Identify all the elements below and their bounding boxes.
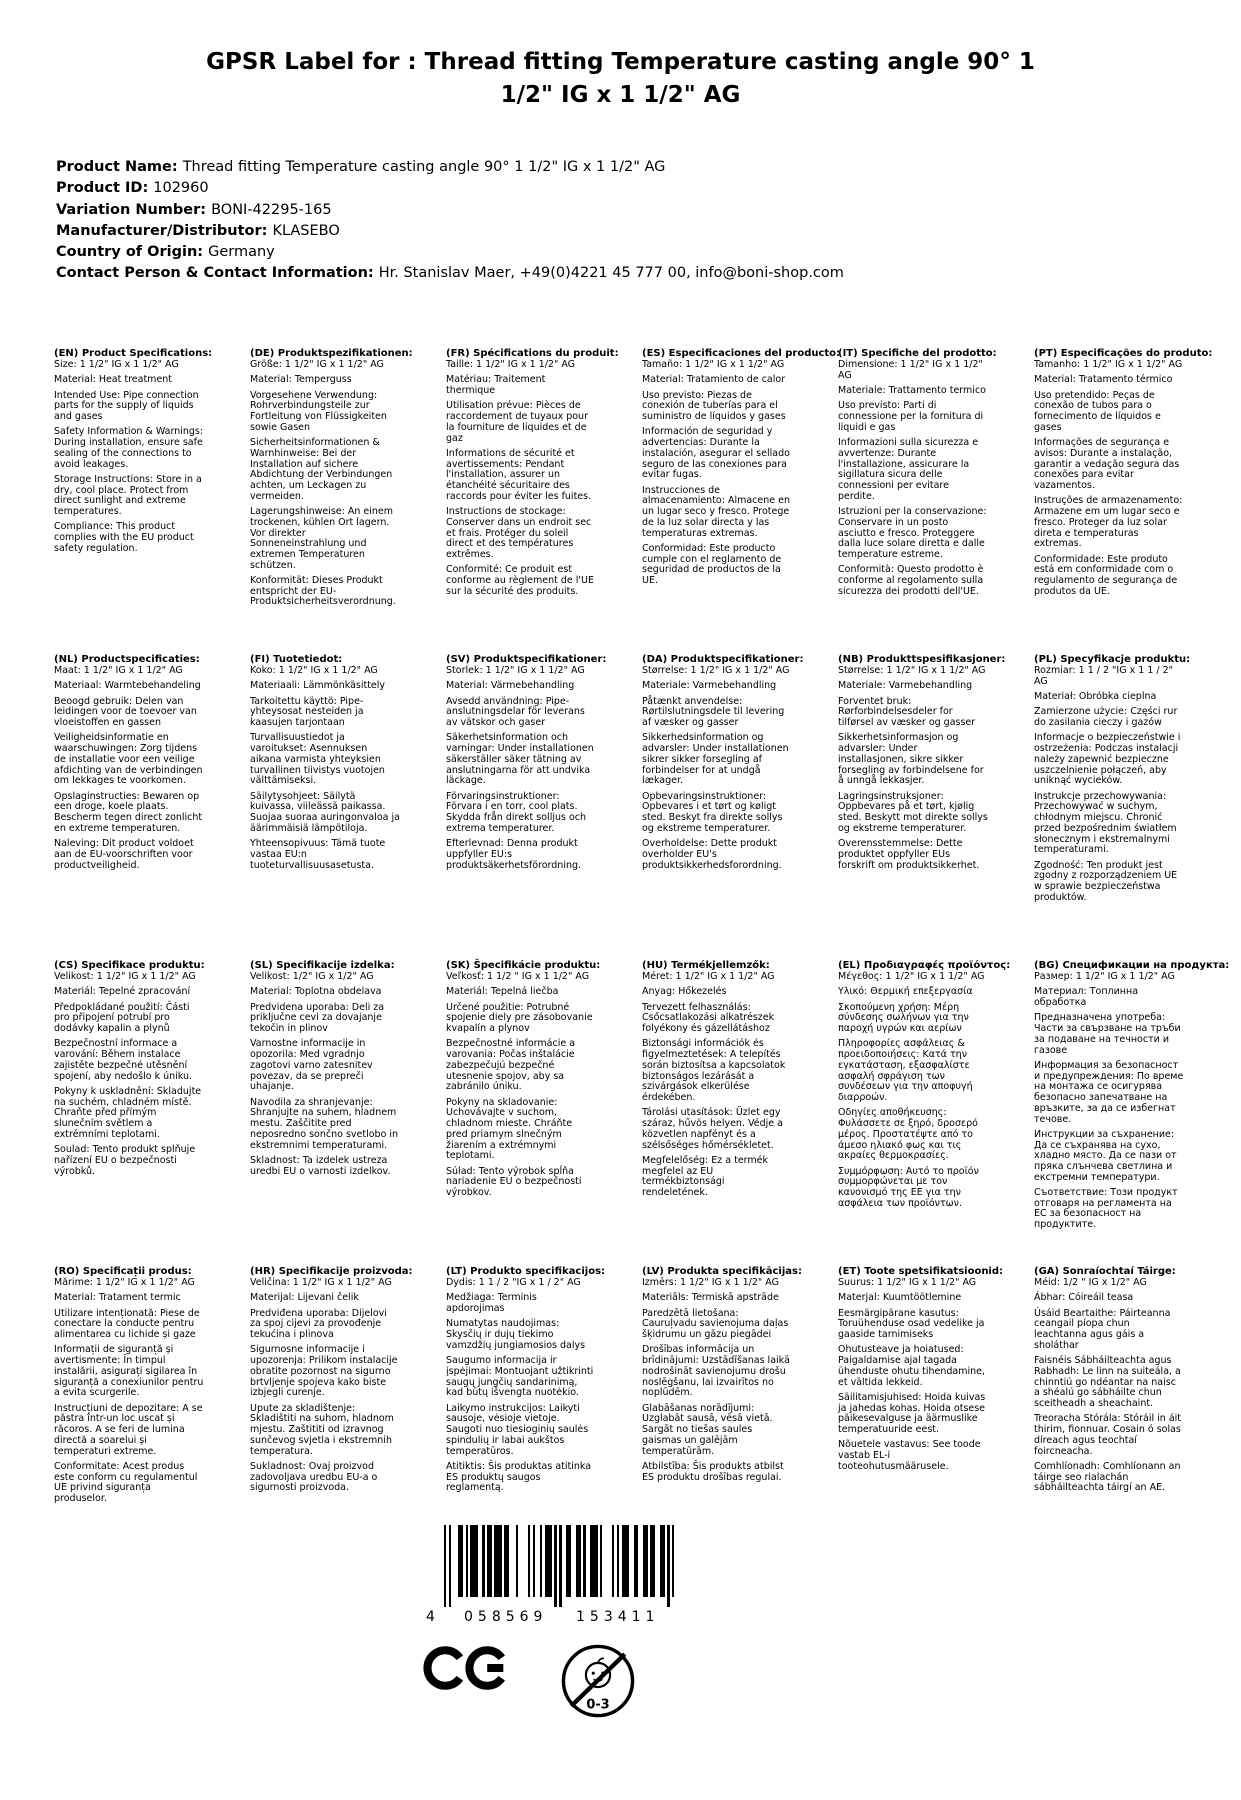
lang-section-fr	[446, 348, 642, 654]
spec-line: Konformität: Dieses Produkt entspricht der EU-Produktsicherheitsverordnung.	[250, 574, 396, 608]
barcode-bar	[499, 1525, 501, 1597]
spec-line: Materjal: Kuumtöötlemine	[838, 1292, 962, 1304]
lang-section-de	[250, 348, 446, 654]
product-id-row	[56, 178, 1241, 199]
spec-line: Upute za skladištenje: Skladištiti na suhom, hladnom mjestu. Zaštititi od izravnog sunčevog svjetla i ekstremnih temperatura.	[250, 1402, 394, 1457]
spec-line: Tervezett felhasználás: Csőcsatlakozási alkatrészek folyékony és gázellátáshoz	[642, 1001, 775, 1035]
spec-line: Soulad: Tento produkt splňuje nařízení EU o bezpečnosti výrobků.	[54, 1144, 196, 1177]
lang-body	[642, 666, 826, 871]
spec-line: Opslaginstructies: Bewaren op een droge, koele plaats. Bescherm tegen direct zonlicht en extreme temperaturen.	[54, 790, 203, 834]
ce-mark-icon	[420, 1643, 506, 1693]
spec-line: Größe: 1 1/2" IG x 1 1/2" AG	[250, 359, 384, 371]
spec-line: Veličina: 1 1/2" IG x 1 1/2" AG	[250, 1277, 392, 1289]
spec-line: Utilisation prévue: Pièces de raccordement de tuyaux pour la fourniture de liquides et de gaz	[446, 400, 588, 444]
lang-body	[446, 666, 630, 871]
spec-line: Materiale: Varmebehandling	[838, 680, 973, 692]
spec-line: Påtænkt anvendelse: Rørtilslutningsdele til levering af væsker og gasser	[642, 695, 785, 729]
spec-line: Μέγεθος: 1 1/2" IG x 1 1/2" AG	[838, 971, 985, 983]
barcode-bar	[461, 1525, 463, 1597]
spec-line: Pokyny na skladovanie: Uchovávajte v suchom, chladnom mieste. Chráňte pred priamym slnečným žiarením a extrémnymi teplotami.	[446, 1096, 573, 1162]
spec-line: Uso previsto: Piezas de conexión de tuberías para el suministro de líquidos y gases	[642, 389, 786, 423]
spec-line: Předpokládané použití: Části pro připojení potrubí pro dodávky kapalin a plynů	[54, 1001, 190, 1035]
spec-line: Zgodność: Ten produkt jest zgodny z rozporządzeniem UE w sprawie bezpieczeństwa produktów.	[1034, 859, 1178, 903]
spec-line: Uso previsto: Parti di connessione per la fornitura di liquidi e gas	[838, 400, 984, 433]
lang-body	[642, 360, 826, 586]
spec-line: Forventet bruk: Rørforbindelsesdeler for tilførsel av væsker og gasser	[838, 695, 976, 729]
spec-line: Storage Instructions: Store in a dry, cool place. Protect from direct sunlight and extreme temperatures.	[54, 473, 202, 518]
spec-line: Paredzētā lietošana: Cauruļvadu savienojuma daļas šķidrumu un gāzu piegādei	[642, 1307, 789, 1341]
spec-line: Compliance: This product complies with the EU product safety regulation.	[54, 521, 194, 554]
lang-heading: (HR) Specifikacije proizvoda:	[250, 1266, 413, 1278]
spec-line: Taille: 1 1/2" IG x 1 1/2" AG	[446, 359, 576, 371]
barcode-bar	[550, 1525, 552, 1597]
spec-line: Tarkoitettu käyttö: Pipe-yhteysosat nesteiden ja kaasujen tarjontaan	[250, 695, 364, 729]
spec-line: Material: Temperguss	[250, 374, 352, 386]
spec-line: Overholdelse: Dette produkt overholder EU's produktsikkerhedsforordning.	[642, 838, 782, 871]
spec-line: Materiāls: Termiskā apstrāde	[642, 1292, 779, 1304]
lang-heading: (SV) Produktspecifikationer:	[446, 654, 607, 666]
spec-line: Mărime: 1 1/2" IG x 1 1/2" AG	[54, 1277, 195, 1289]
lang-body	[1034, 360, 1218, 597]
spec-line: Treoracha Stórála: Stóráil in áit thirim, fionnuar. Cosain ó solas díreach agus teochtaí foircneacha.	[1034, 1413, 1182, 1457]
spec-line: Conformitate: Acest produs este conform cu regulamentul UE privind siguranța produselor.	[54, 1460, 198, 1504]
spec-line: Predvidena uporaba: Deli za priključne cevi za dovajanje tekočin in plinov	[250, 1001, 385, 1035]
spec-line: Materiale: Varmebehandling	[642, 680, 777, 692]
spec-line: Material: Tratamiento de calor	[642, 374, 786, 386]
barcode-bar	[646, 1525, 648, 1597]
spec-line: Pokyny k uskladnění: Skladujte na suchém, chladném místě. Chraňte před přímým slunečním světlem a extrémními teplotami.	[54, 1085, 202, 1140]
barcode-bar	[554, 1525, 556, 1607]
lang-section-fi	[250, 654, 446, 960]
spec-line: Biztonsági információk és figyelmeztetések: A telepítés során biztosítsa a kapcsolatok biztonságos lezárását a szivárgások elkerülése érdekében.	[642, 1038, 786, 1104]
spec-line: Instruções de armazenamento: Armazene em um lugar seco e fresco. Proteger da luz solar direta e temperaturas extremas.	[1034, 495, 1183, 550]
spec-line: Conformità: Questo prodotto è conforme al regolamento sulla sicurezza dei prodotti dell'UE.	[838, 564, 984, 597]
spec-line: Beoogd gebruik: Delen van leidingen voor de toevoer van vloeistoffen en gassen	[54, 695, 197, 729]
country-of-origin-label: Country of Origin:	[56, 243, 204, 260]
spec-line: Comhlíonadh: Comhlíonann an táirge seo rialachán sábháilteachta táirgí an AE.	[1034, 1460, 1181, 1494]
spec-line: Lagerungshinweise: An einem trockenen, kühlen Ort lagern. Vor direkter Sonneneinstrahlung und extremen Temperaturen schützen.	[250, 506, 394, 571]
lang-section-it	[838, 348, 1034, 654]
spec-line: Tárolási utasítások: Üzlet egy száraz, hűvös helyen. Védje a közvetlen napfényt és a szélsőséges hőmérsékletet.	[642, 1107, 783, 1151]
barcode-bar	[583, 1525, 585, 1597]
lang-heading: (LT) Produkto specifikacijos:	[446, 1266, 606, 1278]
spec-line: Sikkerhetsinformasjon og advarsler: Under installasjonen, sikre sikker forsegling av forbindelsene for å unngå lekkasjer.	[838, 732, 984, 787]
spec-line: Bezpečnostné informácie a varovania: Počas inštalácie zabezpečujú bezpečné utesnenie spojov, aby sa zabránilo úniku.	[446, 1038, 576, 1093]
spec-line: Bezpečnostní informace a varování: Během instalace zajistěte bezpečné utěsnění spojení, aby nedošlo k úniku.	[54, 1038, 193, 1082]
barcode-bar	[466, 1525, 468, 1597]
spec-line: Atbilstība: Šis produkts atbilst ES produktu drošības regulai.	[642, 1460, 784, 1483]
variation-number-value: BONI-42295-165	[211, 201, 332, 218]
spec-line: Varnostne informacije in opozorila: Med vgradnjo zagotovi varno zatesnitev povezav, da se prepreči uhajanje.	[250, 1038, 373, 1093]
spec-line: Glabāšanas norādījumi: Uzglabāt sausā, vēsā vietā. Sargāt no tiešas saules gaismas un galējām temperatūrām.	[642, 1402, 773, 1457]
spec-line: Intended Use: Pipe connection parts for the supply of liquids and gases	[54, 389, 199, 423]
barcode-bar	[559, 1525, 561, 1607]
lang-heading: (DA) Produktspecifikationer:	[642, 654, 804, 666]
spec-line: Förvaringsinstruktioner: Förvara i en torr, cool plats. Skydda från direkt solljus och extrema temperaturer.	[446, 790, 587, 834]
spec-line: Eesmärgipärane kasutus: Toruühenduse osad vedelike ja gaaside tarnimiseks	[838, 1307, 985, 1341]
barcode-bar	[617, 1525, 619, 1597]
spec-line: Storlek: 1 1/2" IG x 1 1/2" AG	[446, 665, 585, 677]
lang-heading: (ES) Especificaciones del producto:	[642, 348, 841, 360]
spec-line: Instructions de stockage: Conserver dans un endroit sec et frais. Protéger du soleil direct et des températures extrêmes.	[446, 506, 592, 560]
lang-body	[250, 972, 434, 1177]
lang-heading: (RO) Specificații produs:	[54, 1266, 192, 1278]
footer-marks	[420, 1643, 1241, 1719]
spec-line: Informații de siguranță și avertismente: În timpul instalării, asigurați sigilarea în siguranță a conexiunilor pentru a evita scurgerile.	[54, 1344, 204, 1399]
spec-line: Overensstemmelse: Dette produktet oppfyller EUs forskrift om produktsikkerhet.	[838, 838, 980, 871]
manufacturer-value: KLASEBO	[272, 222, 340, 239]
spec-line: Instrukcje przechowywania: Przechowywać w suchym, chłodnym miejscu. Chronić przed bezpośrednim światłem słonecznym i ekstremalnymi temperaturami.	[1034, 790, 1177, 856]
spec-line: Material: Toplotna obdelava	[250, 986, 382, 998]
spec-line: Informazioni sulla sicurezza e avvertenze: Durante l'installazione, assicurare la sigillatura sicura delle connessioni per evitare perdite.	[838, 437, 979, 502]
manufacturer-label: Manufacturer/Distributor:	[56, 222, 268, 239]
lang-body	[1034, 972, 1218, 1231]
spec-line: Koko: 1 1/2" IG x 1 1/2" AG	[250, 665, 378, 677]
barcode-digits-left: 058569	[464, 1608, 548, 1625]
lang-body	[642, 972, 826, 1198]
manufacturer-row	[56, 221, 1241, 242]
spec-line: Medžiaga: Terminis apdorojimas	[446, 1292, 537, 1315]
lang-body	[1034, 1278, 1218, 1494]
spec-line: Suurus: 1 1/2" IG x 1 1/2" AG	[838, 1277, 977, 1289]
spec-line: Materiál: Tepelná liečba	[446, 986, 559, 998]
spec-line: Dydis: 1 1 / 2 "IG x 1 / 2" AG	[446, 1277, 581, 1289]
barcode-bar	[653, 1525, 655, 1597]
spec-line: Material: Heat treatment	[54, 374, 173, 386]
language-grid	[54, 348, 1241, 1504]
barcode-bar	[636, 1525, 638, 1597]
spec-line: Инструкции за съхранение: Да се съхранява на сухо, хладно място. Да се пази от пряка слънчева светлина и екстремни температури.	[1034, 1128, 1177, 1183]
spec-line: Určené použitie: Potrubné spojenie diely pre zásobovanie kvapalín a plynov	[446, 1001, 593, 1035]
spec-line: Predviđena uporaba: Dijelovi za spoj cijevi za provođenje tekućina i plinova	[250, 1307, 387, 1341]
spec-line: Materijal: Lijevani čelik	[250, 1292, 359, 1304]
spec-line: Οδηγίες αποθήκευσης: Φυλάσσετε σε ξηρό, δροσερό μέρος. Προστατέψτε από το άμεσο ηλιακό φως και τις ακραίες θερμοκρασίες.	[838, 1107, 978, 1162]
spec-line: Materiale: Trattamento termico	[838, 385, 986, 397]
lang-section-sv	[446, 654, 642, 960]
lang-heading: (PL) Specyfikacje produktu:	[1034, 654, 1191, 666]
lang-body	[642, 1278, 826, 1483]
spec-line: Conformité: Ce produit est conforme au règlement de l'UE sur la sécurité des produits.	[446, 564, 594, 597]
barcode-bar	[667, 1525, 669, 1607]
barcode-bar	[578, 1525, 580, 1597]
barcode-bar	[662, 1525, 664, 1597]
product-info	[56, 157, 1241, 284]
barcode-bar	[600, 1525, 602, 1597]
spec-line: Zamierzone użycie: Części rur do zasilania cieczy i gazów	[1034, 706, 1178, 729]
barcode-bar	[595, 1525, 597, 1597]
lang-heading: (SK) Špecifikácie produktu:	[446, 960, 601, 972]
spec-line: Material: Tratament termic	[54, 1292, 181, 1304]
lang-section-el	[838, 960, 1034, 1266]
spec-line: Размер: 1 1/2" IG x 1 1/2" AG	[1034, 971, 1175, 983]
barcode-digits-right: 153411	[576, 1608, 660, 1625]
spec-line: Sikkerhedsinformation og advarsler: Under installationen sikrer sikker forsegling af forbindelser for at undgå lækager.	[642, 732, 789, 787]
spec-line: Velikost: 1/2" IG x 1/2" AG	[250, 971, 374, 983]
spec-line: Информация за безопасност и предупреждения: По време на монтажа се осигурява безопасно запечатване на връзките, за да се избегнат течове.	[1034, 1059, 1184, 1125]
product-name-label: Product Name:	[56, 159, 178, 176]
lang-heading: (HU) Termékjellemzők:	[642, 960, 770, 972]
spec-line: Velikost: 1 1/2" IG x 1 1/2" AG	[54, 971, 196, 983]
barcode-bar	[533, 1525, 535, 1597]
age-label: 0-3	[586, 1697, 610, 1713]
spec-line: Материал: Топлинна обработка	[1034, 986, 1139, 1009]
lang-body	[838, 360, 1022, 597]
lang-heading: (DE) Produktspezifikationen:	[250, 348, 413, 360]
lang-body	[54, 666, 238, 871]
lang-section-bg	[1034, 960, 1230, 1266]
spec-line: Méid: 1/2 " IG x 1/2" AG	[1034, 1277, 1147, 1289]
lang-body	[54, 1278, 238, 1504]
barcode-bar	[540, 1525, 542, 1597]
spec-line: Yhteensopivuus: Tämä tuote vastaa EU:n tuoteturvallisuusasetusta.	[250, 838, 386, 871]
lang-section-pl	[1034, 654, 1230, 960]
spec-line: Ohutusteave ja hoiatused: Paigaldamise ajal tagada ühenduste ohutu tihendamine, et vältida lekkeid.	[838, 1344, 985, 1388]
spec-line: Numatytas naudojimas: Skysčių ir dujų tiekimo vamzdžių jungiamosios dalys	[446, 1318, 586, 1351]
lang-body	[446, 1278, 630, 1494]
spec-line: Uso pretendido: Peças de conexão de tubos para o fornecimento de líquidos e gases	[1034, 389, 1161, 433]
lang-body	[54, 360, 238, 554]
country-of-origin-row	[56, 242, 1241, 263]
barcode-bar	[506, 1525, 508, 1597]
lang-section-ro	[54, 1266, 250, 1504]
spec-line: Sicherheitsinformationen & Warnhinweise: Bei der Installation auf sichere Abdichtung der Verbindungen achten, um Leckagen zu vermeiden.	[250, 437, 393, 502]
product-name-value: Thread fitting Temperature casting angle 90° 1 1/2" IG x 1 1/2" AG	[182, 159, 666, 176]
lang-body	[838, 972, 1022, 1209]
barcode-digit-prefix: 4	[426, 1608, 435, 1625]
lang-heading: (ET) Toote spetsifikatsioonid:	[838, 1266, 1004, 1278]
spec-line: Materiaali: Lämmönkäsittely	[250, 680, 386, 692]
lang-body	[250, 1278, 434, 1494]
spec-line: Πληροφορίες ασφάλειας & προειδοποιήσεις: Κατά την εγκατάσταση, εξασφαλίστε ασφαλή σφράγιση των συνδέσεων για την αποφυγή διαρροών.	[838, 1038, 973, 1104]
spec-line: Méret: 1 1/2" IG x 1 1/2" AG	[642, 971, 775, 983]
spec-line: Съответствие: Този продукт отговаря на регламента на ЕС за безопасност на продуктите.	[1034, 1186, 1178, 1231]
lang-body	[1034, 666, 1218, 903]
barcode-bar	[490, 1525, 492, 1597]
spec-line: Materiał: Obróbka cieplna	[1034, 691, 1157, 703]
spec-line: Informações de segurança e avisos: Durante a instalação, garantir a vedação segura das conexões para evitar vazamentos.	[1034, 437, 1180, 492]
spec-line: Informacje o bezpieczeństwie i ostrzeżenia: Podczas instalacji należy zapewnić bezpieczne uszczelnienie połączeń, aby uniknąć wycieków.	[1034, 732, 1181, 787]
spec-line: Izmērs: 1 1/2" IG x 1 1/2" AG	[642, 1277, 779, 1289]
barcode-bar	[672, 1525, 674, 1597]
spec-line: Faisnéis Sábháilteachta agus Rabhadh: Le linn na suiteála, a chinntiú go ndéantar na naisc a shéalú go sábháilte chun sceitheadh a sheachaint.	[1034, 1355, 1181, 1410]
spec-line: Tamaño: 1 1/2" IG x 1 1/2" AG	[642, 359, 785, 371]
lang-section-sl	[250, 960, 446, 1266]
lang-heading: (FR) Spécifications du produit:	[446, 348, 619, 360]
lang-section-lt	[446, 1266, 642, 1504]
lang-body	[838, 666, 1022, 871]
spec-line: Megfelelőség: Ez a termék megfelel az EU termékbiztonsági rendeletének.	[642, 1154, 769, 1198]
lang-section-hu	[642, 960, 838, 1266]
lang-body	[446, 360, 630, 597]
barcode-bar	[475, 1525, 477, 1597]
contact-row	[56, 263, 1241, 284]
spec-line: Υλικό: Θερμική επεξεργασία	[838, 986, 973, 998]
spec-line: Veiligheidsinformatie en waarschuwingen: Zorg tijdens de installatie voor een veilige afdichting van de verbindingen om lekkages te voorkomen.	[54, 732, 203, 787]
lang-heading: (GA) Sonraíochtaí Táirge:	[1034, 1266, 1176, 1278]
spec-line: Drošības informācija un brīdinājumi: Uzstādīšanas laikā nodrošināt savienojumu drošu noslēgšanu, lai izvairītos no noplūdēm.	[642, 1344, 790, 1399]
spec-line: Conformidade: Este produto está em conformidade com o regulamento de segurança de produtos da UE.	[1034, 553, 1178, 597]
spec-line: Opbevaringsinstruktioner: Opbevares i et tørt og køligt sted. Beskyt fra direkte sollys og ekstreme temperaturer.	[642, 790, 783, 834]
lang-section-ga	[1034, 1266, 1230, 1504]
spec-line: Säkerhetsinformation och varningar: Under installationen säkerställer säker tätning av anslutningarna för att undvika läckage.	[446, 732, 594, 787]
spec-line: Anyag: Hőkezelés	[642, 986, 727, 998]
lang-heading: (NB) Produkttspesifikasjoner:	[838, 654, 1006, 666]
barcode-bar	[444, 1525, 446, 1607]
spec-line: Material: Värmebehandling	[446, 680, 575, 692]
barcode-bar	[569, 1525, 571, 1597]
lang-section-sk	[446, 960, 642, 1266]
barcode-digits	[426, 1608, 672, 1627]
spec-line: Instrucțiuni de depozitare: A se păstra într-un loc uscat și răcoros. A se feri de lumina directă a soarelui și temperaturi extreme.	[54, 1402, 203, 1457]
lang-section-pt	[1034, 348, 1230, 654]
barcode-bar	[516, 1525, 518, 1597]
contact-value: Hr. Stanislav Maer, +49(0)4221 45 777 00, info@boni-shop.com	[378, 265, 844, 282]
product-id-label: Product ID:	[56, 180, 149, 197]
barcode-bar	[528, 1525, 530, 1597]
spec-line: Súlad: Tento výrobok spĺňa nariadenie EÚ o bezpečnosti výrobkov.	[446, 1165, 582, 1198]
spec-line: Tamanho: 1 1/2" IG x 1 1/2" AG	[1034, 359, 1183, 371]
product-id-value: 102960	[153, 180, 209, 197]
spec-line: Dimensione: 1 1/2" IG x 1 1/2" AG	[838, 359, 983, 381]
product-name-row	[56, 157, 1241, 178]
spec-line: Συμμόρφωση: Αυτό το προϊόν συμμορφώνεται με τον κανονισμό της ΕΕ για την ασφάλεια των προϊόντων.	[838, 1165, 979, 1209]
spec-line: Предназначена употреба: Части за свързване на тръби за подаване на течности и газове	[1034, 1012, 1181, 1056]
page-title: GPSR Label for : Thread fitting Temperature casting angle 90° 1 1/2" IG x 1 1/2" AG	[206, 49, 1035, 108]
spec-line: Vorgesehene Verwendung: Rohrverbindungsteile zur Fortleitung von Flüssigkeiten sowie Gasen	[250, 389, 387, 433]
lang-heading: (SL) Specifikacije izdelka:	[250, 960, 395, 972]
spec-line: Material: Tratamento térmico	[1034, 374, 1173, 386]
lang-section-hr	[250, 1266, 446, 1504]
spec-line: Efterlevnad: Denna produkt uppfyller EU:s produktsäkerhetsförordning.	[446, 838, 582, 871]
lang-heading: (FI) Tuotetiedot:	[250, 654, 343, 666]
lang-heading: (EN) Product Specifications:	[54, 348, 213, 360]
spec-line: Informations de sécurité et avertissements: Pendant l'installation, assurer un étanchéité sécuritaire des raccords pour éviter les fuites.	[446, 447, 592, 502]
spec-line: Atitiktis: Šis produktas atitinka ES produktų saugos reglamentą.	[446, 1460, 592, 1494]
lang-section-nb	[838, 654, 1034, 960]
spec-line: Conformidad: Este producto cumple con el reglamento de seguridad de productos de la UE.	[642, 542, 782, 586]
contact-label: Contact Person & Contact Information:	[56, 265, 374, 282]
barcode-bar	[449, 1525, 451, 1607]
variation-number-row	[56, 200, 1241, 221]
lang-body	[446, 972, 630, 1198]
variation-number-label: Variation Number:	[56, 201, 207, 218]
barcode-bars	[444, 1525, 672, 1607]
lang-heading: (PT) Especificações do produto:	[1034, 348, 1213, 360]
lang-section-en	[54, 348, 250, 654]
barcode-bar	[482, 1525, 484, 1597]
lang-heading: (CS) Specifikace produktu:	[54, 960, 205, 972]
lang-section-da	[642, 654, 838, 960]
gpsr-label-page	[0, 46, 1241, 1719]
spec-line: Naleving: Dit product voldoet aan de EU-voorschriften voor productveiligheid.	[54, 838, 194, 871]
barcode-bar	[626, 1525, 628, 1597]
spec-line: Størrelse: 1 1/2" IG x 1 1/2" AG	[838, 665, 986, 677]
lang-section-et	[838, 1266, 1034, 1504]
lang-section-es	[642, 348, 841, 654]
spec-line: Matériau: Traitement thermique	[446, 374, 546, 397]
spec-line: Materiál: Tepelné zpracování	[54, 986, 191, 998]
country-of-origin-value: Germany	[208, 243, 275, 260]
spec-line: Veľkosť: 1 1/2 " IG x 1 1/2" AG	[446, 971, 590, 983]
spec-line: Turvallisuustiedot ja varoitukset: Asennuksen aikana varmista yhteyksien turvallinen tiivistys vuotojen välttämiseksi.	[250, 732, 385, 787]
lang-section-nl	[54, 654, 250, 960]
spec-line: Säilytysohjeet: Säilytä kuivassa, viileässä paikassa. Suojaa suoraa auringonvaloa ja äärimmäisiä lämpötiloja.	[250, 790, 400, 834]
spec-line: Lagringsinstruksjoner: Oppbevares på et tørt, kjølig sted. Beskytt mot direkte sollys og ekstreme temperaturer.	[838, 790, 988, 834]
spec-line: Nõuetele vastavus: See toode vastab EL-i tooteohutusmäärusele.	[838, 1439, 981, 1472]
spec-line: Sukladnost: Ovaj proizvod zadovoljava uredbu EU-a o sigurnosti proizvoda.	[250, 1460, 378, 1494]
lang-heading: (BG) Спецификации на продукта:	[1034, 960, 1230, 972]
spec-line: Maat: 1 1/2" IG x 1 1/2" AG	[54, 665, 183, 677]
lang-body	[250, 666, 434, 871]
age-warning-icon	[560, 1643, 636, 1719]
spec-line: Ábhar: Cóireáil teasa	[1034, 1292, 1134, 1304]
spec-line: Avsedd användning: Pipe-anslutningsdelar för leverans av vätskor och gaser	[446, 695, 585, 729]
spec-line: Istruzioni per la conservazione: Conservare in un posto asciutto e fresco. Proteggere dalla luce solare diretta e dalle temperature estreme.	[838, 506, 987, 560]
lang-heading: (NL) Productspecificaties:	[54, 654, 200, 666]
spec-line: Materiaal: Warmtebehandeling	[54, 680, 201, 692]
lang-section-cs	[54, 960, 250, 1266]
lang-section-lv	[642, 1266, 838, 1504]
lang-heading: (IT) Specifiche del prodotto:	[838, 348, 997, 360]
spec-line: Saugumo informacija ir įspėjimai: Montuojant užtikrinti saugų jungčių sandarinimą, kad būtų išvengta nuotėkio.	[446, 1355, 594, 1399]
spec-line: Säilitamisjuhised: Hoida kuivas ja jahedas kohas. Hoida otsese päikesevalguse ja äärmuslike temperatuuride eest.	[838, 1391, 986, 1436]
spec-line: Instrucciones de almacenamiento: Almacene en un lugar seco y fresco. Protege de la luz solar directa y las temperaturas extremas.	[642, 484, 790, 539]
barcode	[426, 1525, 672, 1627]
lang-heading: (EL) Προδιαγραφές προϊόντος:	[838, 960, 1011, 972]
spec-line: Σκοπούμενη χρήση: Μέρη σύνδεσης σωλήνων για την παροχή υγρών και αερίων	[838, 1001, 969, 1035]
spec-line: Rozmiar: 1 1 / 2 "IG x 1 1 / 2" AG	[1034, 665, 1174, 687]
spec-line: Skladnost: Ta izdelek ustreza uredbi EU o varnosti izdelkov.	[250, 1154, 391, 1177]
lang-heading: (LV) Produkta specifikācijas:	[642, 1266, 802, 1278]
lang-body	[54, 972, 238, 1177]
barcode-bar	[612, 1525, 614, 1597]
spec-line: Safety Information & Warnings: During installation, ensure safe sealing of the connections to avoid leakages.	[54, 426, 204, 470]
spec-line: Size: 1 1/2" IG x 1 1/2" AG	[54, 359, 179, 371]
spec-line: Utilizare intenționată: Piese de conectare la conducte pentru alimentarea cu lichide și gaze	[54, 1307, 200, 1341]
spec-line: Sigurnosne informacije i upozorenja: Prilikom instalacije obratite pozornost na sigurno brtvljenje spojeva kako biste izbjegli curenje.	[250, 1344, 398, 1399]
spec-line: Laikymo instrukcijos: Laikyti sausoje, vėsioje vietoje. Saugoti nuo tiesioginių saulės spindulių ir labai aukštos temperatūros.	[446, 1402, 589, 1457]
spec-line: Úsáid Beartaithe: Páirteanna ceangail píopa chun leachtanna agus gáis a sholáthar	[1034, 1307, 1171, 1351]
lang-body	[250, 360, 434, 608]
spec-line: Información de seguridad y advertencias: Durante la instalación, asegurar el sellado seguro de las conexiones para evitar fugas.	[642, 426, 790, 481]
spec-line: Navodila za shranjevanje: Shranjujte na suhem, hladnem mestu. Zaščitite pred neposredno sončno svetlobo in ekstremnimi temperaturami.	[250, 1096, 399, 1151]
spec-line: Størrelse: 1 1/2" IG x 1 1/2" AG	[642, 665, 790, 677]
lang-body	[838, 1278, 1022, 1472]
